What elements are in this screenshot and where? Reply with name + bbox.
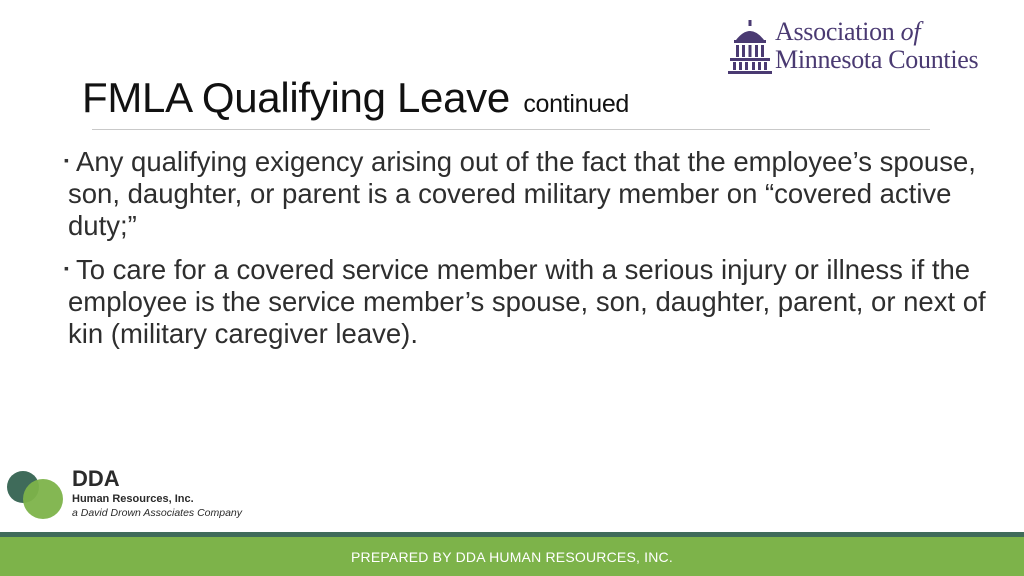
slide-title (82, 74, 629, 122)
amc-logo-text (775, 18, 978, 74)
dda-logo (6, 464, 266, 522)
capitol-dome-icon (728, 20, 772, 74)
amc-logo-line2: Minnesota Counties (775, 45, 979, 74)
dda-subtitle: Human Resources, Inc. (72, 493, 194, 505)
slide-title-continued: continued (523, 90, 630, 118)
bullet-list (60, 146, 990, 362)
title-divider (92, 129, 930, 130)
dda-tagline: a David Drown Associates Company (72, 507, 243, 519)
bullet-text: Any qualifying exigency arising out of the fact that the employee’s spouse, son, daughter, or parent is a covered military member on “covered active duty;” (68, 146, 976, 241)
amc-logo-of: of (900, 17, 921, 46)
slide-title-main: FMLA Qualifying Leave (82, 74, 510, 121)
amc-logo-line1: Association (775, 17, 895, 46)
square-bullet-icon: ▪ (64, 260, 69, 276)
square-bullet-icon: ▪ (64, 152, 69, 168)
overlapping-circles-icon (6, 468, 66, 520)
dda-name: DDA (72, 466, 120, 491)
bullet-text: To care for a covered service member with a serious injury or illness if the employee is the service member’s spouse, son, daughter, parent, or next of kin (military caregiver leave). (68, 254, 986, 349)
bullet-item (60, 146, 990, 242)
footer-text: PREPARED BY DDA HUMAN RESOURCES, INC. (351, 549, 673, 565)
bullet-item (60, 254, 990, 350)
association-of-minnesota-counties-logo (728, 18, 1004, 78)
